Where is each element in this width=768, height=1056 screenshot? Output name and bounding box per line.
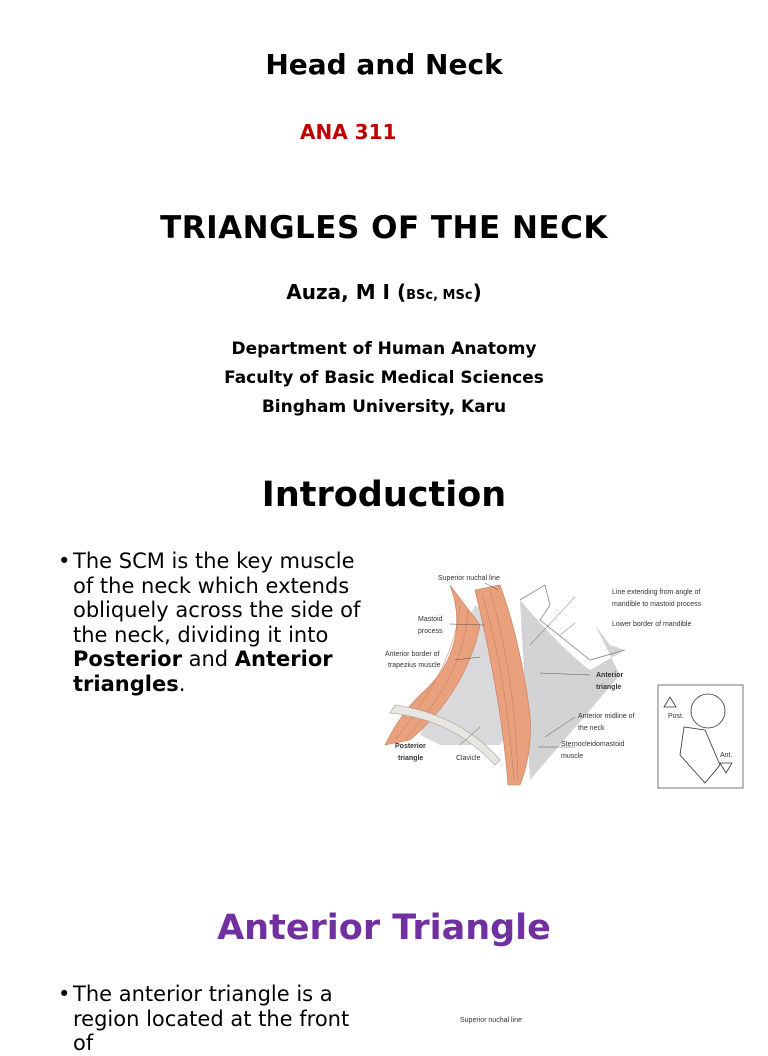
neck-triangles-figure: [380, 565, 750, 795]
bullet-dot: •: [58, 982, 71, 1006]
label-superior-nuchal-line: Superior nuchal line: [438, 575, 500, 582]
topic-title: TRIANGLES OF THE NECK: [160, 210, 608, 246]
faculty: Faculty of Basic Medical Sciences: [224, 368, 544, 388]
anterior-bullet-line: The anterior triangle is a: [73, 982, 333, 1006]
intro-bullet-text: [73, 549, 376, 696]
label-ant: Ant.: [720, 752, 733, 759]
label-muscle: muscle: [561, 753, 584, 760]
bullet-dot: •: [58, 549, 71, 573]
label-the-neck: the neck: [578, 725, 605, 732]
label-clavicle: Clavicle: [456, 755, 481, 762]
bullet-text-part: and: [181, 647, 235, 671]
orientation-inset: [658, 685, 743, 788]
course-title: Head and Neck: [265, 48, 503, 81]
label-trapezius-muscle: trapezius muscle: [388, 662, 441, 669]
bullet-text-part: The SCM is the key muscle of the neck which extends obliquely across the side of the neck, dividing it into: [73, 549, 361, 647]
bullet-text-part: .: [178, 671, 186, 696]
author-close: ): [472, 280, 482, 304]
label-posterior: Posterior: [395, 743, 426, 750]
intro-bullet: [58, 549, 376, 696]
label-anterior: Anterior: [596, 672, 624, 679]
department: Department of Human Anatomy: [231, 339, 537, 359]
anterior-bullet: [58, 982, 376, 1056]
introduction-heading: Introduction: [261, 475, 507, 515]
anterior-bullet-line: region located at the front of: [73, 1006, 350, 1055]
author-degrees: BSc, MSc: [406, 288, 473, 303]
label-line-angle: Line extending from angle of: [612, 589, 701, 596]
label-sternocleidomastoid: Sternocleidomastoid: [561, 741, 625, 748]
anterior-triangle-heading: Anterior Triangle: [217, 908, 551, 948]
label-lower-border: Lower border of mandible: [612, 621, 692, 628]
bullet-bold-posterior: Posterior: [73, 647, 182, 671]
university: Bingham University, Karu: [261, 397, 507, 417]
label-superior-nuchal-line-2: Superior nuchal line: [460, 1017, 522, 1024]
label-mastoid: Mastoid: [418, 616, 443, 623]
label-mandible-mastoid: mandible to mastoid process: [612, 601, 702, 608]
label-anterior-midline: Anterior midline of: [578, 713, 635, 720]
bullet-bold-anterior: Anterior triangles: [73, 647, 333, 696]
label-process: process: [418, 628, 443, 635]
author-name: Auza, M I (: [286, 280, 407, 304]
label-posterior-triangle: triangle: [398, 755, 424, 762]
course-code: ANA 311: [300, 120, 397, 144]
anterior-figure: [455, 1010, 575, 1024]
label-anterior-border: Anterior border of: [385, 651, 440, 658]
label-post: Post.: [668, 713, 684, 720]
label-anterior-triangle: triangle: [596, 684, 622, 691]
author-line: [0, 280, 768, 304]
